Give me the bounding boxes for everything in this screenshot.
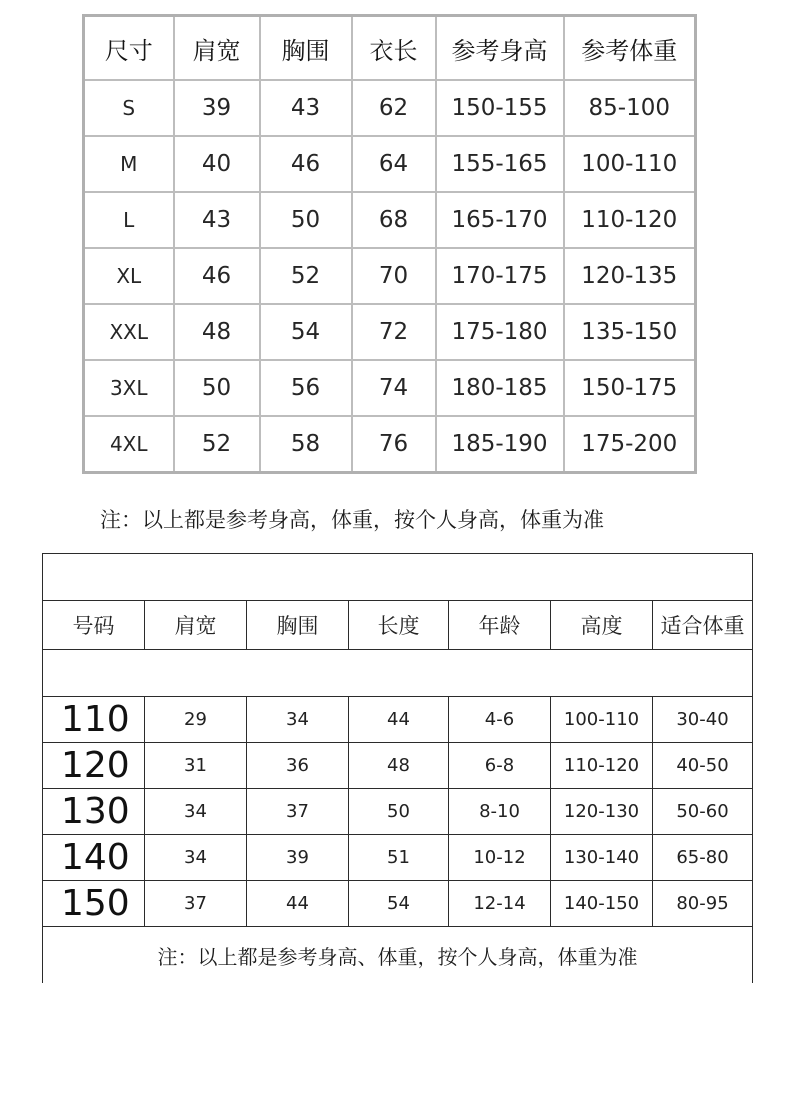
height-cell: 180-185: [436, 360, 564, 416]
shoulder-cell: 40: [174, 136, 260, 192]
weight-cell: 100-110: [564, 136, 696, 192]
chest-cell: 43: [260, 80, 352, 136]
kids-chart-note: 注：以上都是参考身高、体重，按个人身高，体重为准: [43, 927, 753, 984]
chest-cell: 36: [247, 743, 349, 789]
chest-cell: 39: [247, 835, 349, 881]
height-cell: 170-175: [436, 248, 564, 304]
shoulder-cell: 37: [145, 881, 247, 927]
table-row: [43, 835, 753, 881]
length-cell: 76: [352, 416, 436, 473]
header-weight: 适合体重: [653, 601, 753, 650]
shoulder-cell: 29: [145, 697, 247, 743]
header-shoulder: 肩宽: [174, 16, 260, 81]
age-cell: 6-8: [449, 743, 551, 789]
size-cell: 4XL: [84, 416, 174, 473]
height-cell: 100-110: [551, 697, 653, 743]
chest-cell: 52: [260, 248, 352, 304]
code-cell: 140: [43, 835, 145, 881]
table-header-row: [84, 16, 696, 81]
size-cell: M: [84, 136, 174, 192]
adult-size-chart: [82, 14, 697, 474]
code-cell: 150: [43, 881, 145, 927]
adult-chart-note: 注：以上都是参考身高，体重，按个人身高，体重为准: [100, 508, 604, 532]
kids-size-chart: [42, 553, 753, 983]
table-row: [84, 80, 696, 136]
header-code: 号码: [43, 601, 145, 650]
blank-cell: [43, 554, 753, 601]
table-row: [84, 416, 696, 473]
chest-cell: 44: [247, 881, 349, 927]
table-row: [84, 248, 696, 304]
chest-cell: 54: [260, 304, 352, 360]
header-length: 衣长: [352, 16, 436, 81]
height-cell: 110-120: [551, 743, 653, 789]
weight-cell: 65-80: [653, 835, 753, 881]
shoulder-cell: 34: [145, 789, 247, 835]
header-chest: 胸围: [247, 601, 349, 650]
length-cell: 50: [349, 789, 449, 835]
shoulder-cell: 46: [174, 248, 260, 304]
weight-cell: 85-100: [564, 80, 696, 136]
header-ref-height: 参考身高: [436, 16, 564, 81]
length-cell: 72: [352, 304, 436, 360]
height-cell: 155-165: [436, 136, 564, 192]
weight-cell: 120-135: [564, 248, 696, 304]
header-chest: 胸围: [260, 16, 352, 81]
shoulder-cell: 34: [145, 835, 247, 881]
code-cell: 110: [43, 697, 145, 743]
chest-cell: 56: [260, 360, 352, 416]
size-cell: S: [84, 80, 174, 136]
size-cell: L: [84, 192, 174, 248]
age-cell: 4-6: [449, 697, 551, 743]
header-length: 长度: [349, 601, 449, 650]
length-cell: 64: [352, 136, 436, 192]
table-row: [84, 304, 696, 360]
table-row: [43, 743, 753, 789]
weight-cell: 50-60: [653, 789, 753, 835]
weight-cell: 135-150: [564, 304, 696, 360]
age-cell: 12-14: [449, 881, 551, 927]
length-cell: 48: [349, 743, 449, 789]
table-row: [43, 881, 753, 927]
chest-cell: 37: [247, 789, 349, 835]
length-cell: 62: [352, 80, 436, 136]
height-cell: 150-155: [436, 80, 564, 136]
length-cell: 68: [352, 192, 436, 248]
shoulder-cell: 52: [174, 416, 260, 473]
table-row: [43, 697, 753, 743]
code-cell: 130: [43, 789, 145, 835]
length-cell: 51: [349, 835, 449, 881]
size-cell: 3XL: [84, 360, 174, 416]
height-cell: 130-140: [551, 835, 653, 881]
table-row: [84, 360, 696, 416]
header-shoulder: 肩宽: [145, 601, 247, 650]
height-cell: 140-150: [551, 881, 653, 927]
chest-cell: 34: [247, 697, 349, 743]
length-cell: 74: [352, 360, 436, 416]
chest-cell: 58: [260, 416, 352, 473]
table-row: [43, 789, 753, 835]
chest-cell: 50: [260, 192, 352, 248]
code-cell: 120: [43, 743, 145, 789]
age-cell: 8-10: [449, 789, 551, 835]
height-cell: 120-130: [551, 789, 653, 835]
header-ref-weight: 参考体重: [564, 16, 696, 81]
length-cell: 54: [349, 881, 449, 927]
weight-cell: 30-40: [653, 697, 753, 743]
height-cell: 175-180: [436, 304, 564, 360]
blank-spacer-row: [43, 650, 753, 697]
weight-cell: 40-50: [653, 743, 753, 789]
header-size: 尺寸: [84, 16, 174, 81]
weight-cell: 80-95: [653, 881, 753, 927]
header-age: 年龄: [449, 601, 551, 650]
shoulder-cell: 48: [174, 304, 260, 360]
height-cell: 165-170: [436, 192, 564, 248]
weight-cell: 110-120: [564, 192, 696, 248]
weight-cell: 175-200: [564, 416, 696, 473]
size-cell: XXL: [84, 304, 174, 360]
length-cell: 70: [352, 248, 436, 304]
size-cell: XL: [84, 248, 174, 304]
shoulder-cell: 43: [174, 192, 260, 248]
blank-top-row: [43, 554, 753, 601]
weight-cell: 150-175: [564, 360, 696, 416]
height-cell: 185-190: [436, 416, 564, 473]
age-cell: 10-12: [449, 835, 551, 881]
shoulder-cell: 39: [174, 80, 260, 136]
length-cell: 44: [349, 697, 449, 743]
blank-cell: [43, 650, 753, 697]
table-row: [84, 192, 696, 248]
header-height: 高度: [551, 601, 653, 650]
table-row: [84, 136, 696, 192]
shoulder-cell: 31: [145, 743, 247, 789]
shoulder-cell: 50: [174, 360, 260, 416]
kids-chart-note-row: [43, 927, 753, 984]
chest-cell: 46: [260, 136, 352, 192]
table-header-row: [43, 601, 753, 650]
